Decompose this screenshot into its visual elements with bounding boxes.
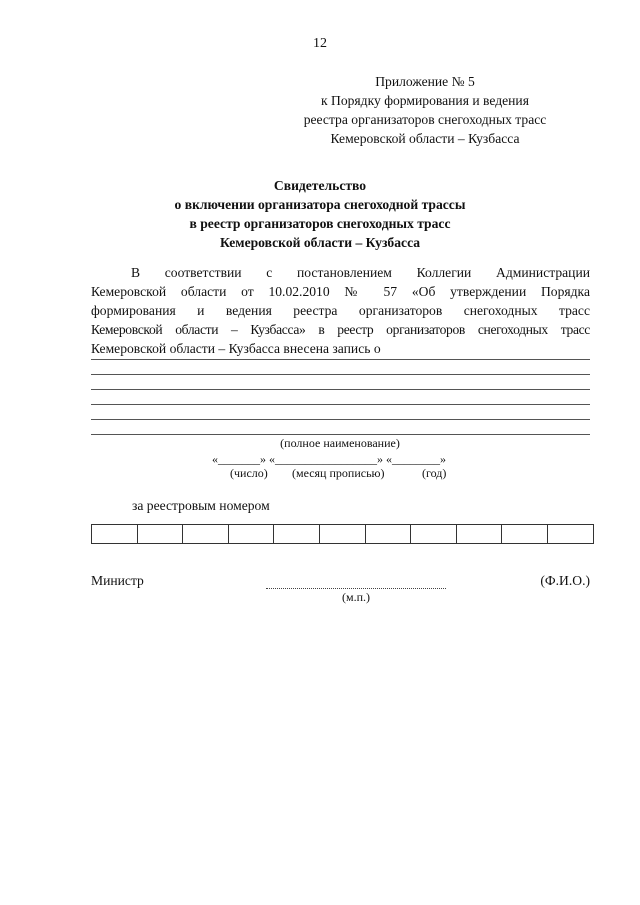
registry-digit-cell[interactable] (456, 525, 502, 544)
registry-digit-cell[interactable] (137, 525, 183, 544)
fill-line[interactable] (91, 389, 590, 390)
fill-line[interactable] (91, 434, 590, 435)
appendix-line: реестра организаторов снегоходных трасс (303, 112, 547, 127)
title-line: в реестр организаторов снегоходных трасс (189, 216, 451, 231)
registry-digit-cell[interactable] (411, 525, 457, 544)
appendix-line: Приложение № 5 (375, 74, 475, 89)
date-fields[interactable]: «_______» «_________________» «________» (212, 452, 446, 466)
signature-line[interactable] (266, 588, 446, 589)
registry-digit-cell[interactable] (274, 525, 320, 544)
registry-digit-cell[interactable] (547, 525, 593, 544)
registry-digit-cell[interactable] (365, 525, 411, 544)
appendix-line: Кемеровской области – Кузбасса (330, 131, 520, 146)
title-line: Кемеровской области – Кузбасса (219, 235, 421, 250)
registry-digit-cell[interactable] (183, 525, 229, 544)
year-label: (год) (422, 466, 447, 480)
fio-label: (Ф.И.О.) (540, 573, 590, 588)
certificate-title (0, 176, 640, 252)
registry-digit-cell[interactable] (502, 525, 548, 544)
registry-number-label: за реестровым номером (132, 498, 270, 513)
body-line: Кемеровской области – Кузбасса внесена запись о (91, 341, 381, 356)
day-label: (число) (230, 466, 268, 480)
body-line: формирования и ведения реестра организаторов снегоходных трасс (91, 303, 590, 318)
registry-digit-cell[interactable] (228, 525, 274, 544)
title-line: о включении организатора снегоходной трассы (174, 197, 466, 212)
fill-line[interactable] (91, 359, 590, 360)
stamp-label: (м.п.) (341, 590, 370, 604)
fill-line[interactable] (91, 374, 590, 375)
body-line-text: В соответствии с постановлением Коллегии Администрации (131, 265, 590, 280)
registry-number-grid (91, 524, 594, 544)
body-line: Кемеровской области от 10.02.2010 № 57 «Об утверждении Порядка (91, 284, 590, 299)
fill-line[interactable] (91, 419, 590, 420)
body-line: Кемеровской области – Кузбасса» в реестр организаторов снегоходных трасс (91, 322, 590, 337)
title-line: Свидетельство (273, 178, 367, 193)
page-number: 12 (313, 36, 327, 51)
registry-digit-cell[interactable] (319, 525, 365, 544)
appendix-line: к Порядку формирования и ведения (321, 93, 529, 108)
minister-label: Министр (91, 573, 144, 588)
month-label: (месяц прописью) (292, 466, 385, 480)
registry-digit-cell[interactable] (92, 525, 138, 544)
appendix-header (260, 72, 590, 148)
body-line (91, 263, 590, 282)
body-paragraph (91, 263, 590, 358)
fullname-label: (полное наименование) (280, 436, 400, 450)
fill-line[interactable] (91, 404, 590, 405)
